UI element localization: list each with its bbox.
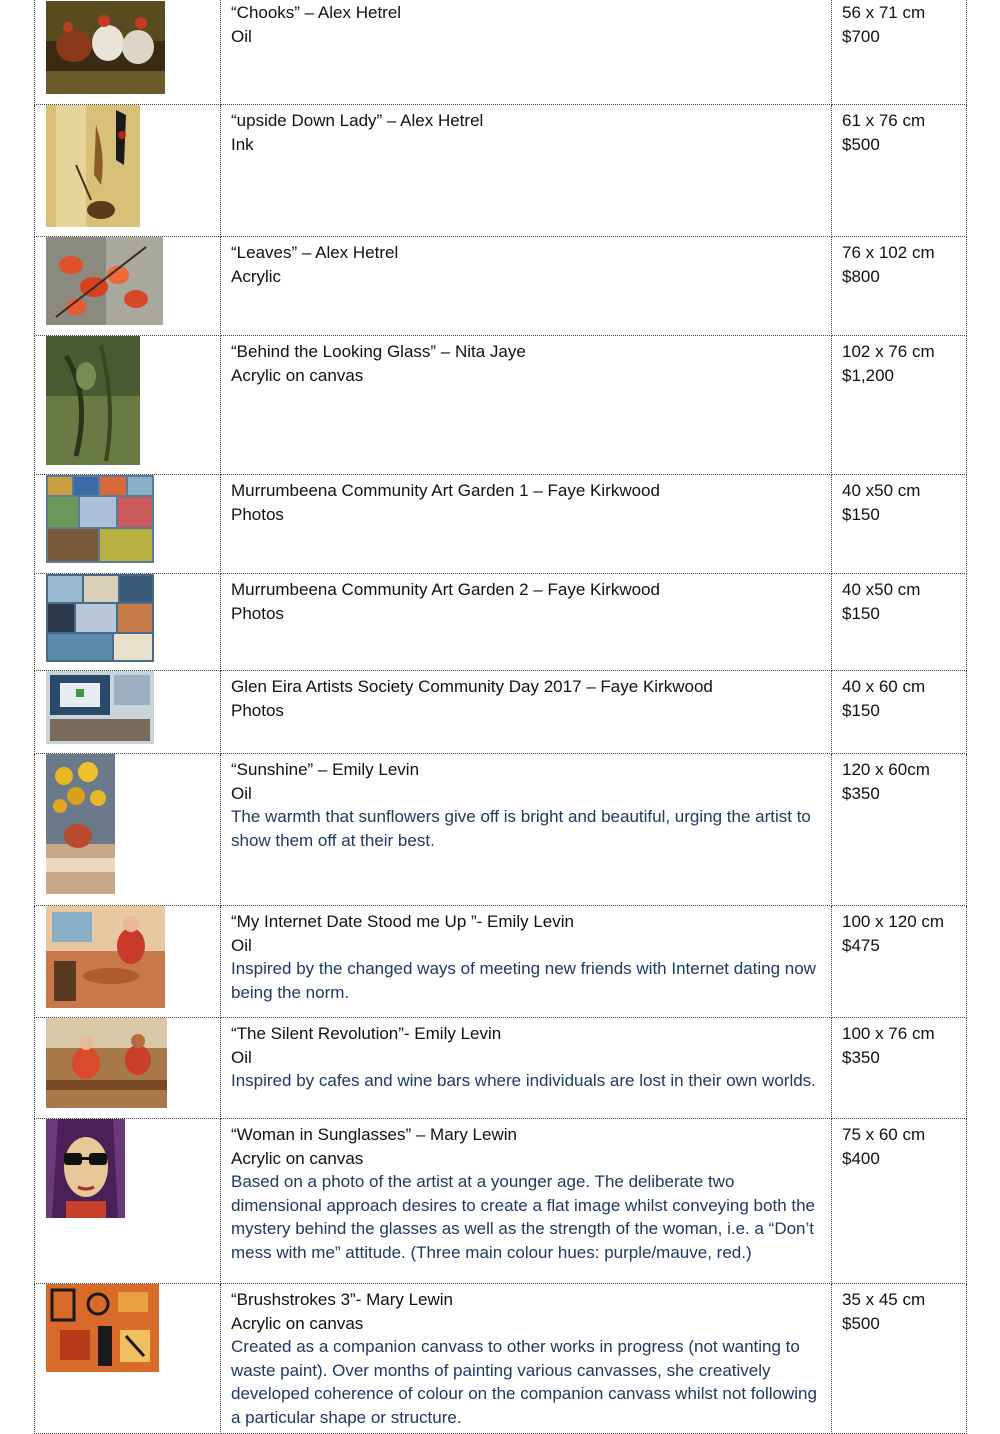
artwork-size: 35 x 45 cm [842,1290,926,1309]
artwork-thumbnail-art-garden-2 [46,574,220,662]
size-price-cell [832,0,967,105]
artwork-price: $500 [842,134,880,154]
artwork-medium: Photos [231,603,284,623]
artwork-price: $500 [842,1313,880,1333]
description-cell [221,906,832,1018]
table-row [35,237,967,336]
artwork-title: “Woman in Sunglasses” – Mary Lewin [231,1125,517,1144]
artwork-size: 75 x 60 cm [842,1125,926,1144]
artwork-medium: Oil [231,26,252,46]
artwork-price: $150 [842,504,880,524]
size-price-cell [832,105,967,237]
description-cell [221,237,832,336]
artwork-title: “Chooks” – Alex Hetrel [231,3,402,22]
artwork-size: 40 x50 cm [842,481,921,500]
artwork-size: 120 x 60cm [842,760,930,779]
artwork-price: $350 [842,783,880,803]
artwork-price: $475 [842,935,880,955]
artwork-thumbnail-upside-down-lady [46,105,220,227]
artwork-medium: Photos [231,504,284,524]
size-price-cell [832,1018,967,1119]
table-row [35,105,967,237]
artwork-price: $1,200 [842,365,894,385]
thumbnail-cell [35,754,221,906]
artwork-size: 40 x 60 cm [842,677,926,696]
artwork-thumbnail-brushstrokes-3 [46,1284,220,1372]
artwork-size: 40 x50 cm [842,580,921,599]
artwork-medium: Photos [231,700,284,720]
artwork-description: Created as a companion canvass to other works in progress (not wanting to waste paint). Over months of painting various canvasses, she creatively developed coherence of colour on the companion canvass whilst not following a particular shape or structure. [231,1337,817,1427]
artwork-title: “Brushstrokes 3”- Mary Lewin [231,1290,454,1309]
artwork-medium: Acrylic [231,266,282,286]
artwork-medium: Acrylic on canvas [231,365,364,385]
artwork-title: “Sunshine” – Emily Levin [231,760,420,779]
artwork-price: $350 [842,1047,880,1067]
thumbnail-cell [35,475,221,574]
thumbnail-cell [35,105,221,237]
artwork-table [34,0,967,1434]
artwork-thumbnail-art-garden-1 [46,475,220,563]
thumbnail-cell [35,1119,221,1284]
size-price-cell [832,475,967,574]
artwork-thumbnail-leaves [46,237,220,325]
table-row [35,1119,967,1284]
artwork-price: $150 [842,700,880,720]
thumbnail-cell [35,574,221,671]
artwork-price: $150 [842,603,880,623]
thumbnail-cell [35,336,221,475]
description-cell [221,105,832,237]
artwork-description: The warmth that sunflowers give off is bright and beautiful, urging the artist to show them off at their best. [231,807,811,850]
artwork-size: 76 x 102 cm [842,243,935,262]
artwork-medium: Acrylic on canvas [231,1148,364,1168]
thumbnail-cell [35,671,221,754]
artwork-title: “My Internet Date Stood me Up ”- Emily Levin [231,912,574,931]
table-row [35,574,967,671]
thumbnail-cell [35,906,221,1018]
table-row [35,336,967,475]
description-cell [221,0,832,105]
artwork-title: “Behind the Looking Glass” – Nita Jaye [231,342,526,361]
table-row [35,671,967,754]
artwork-description: Inspired by the changed ways of meeting new friends with Internet dating now being the norm. [231,959,816,1002]
artwork-title: “upside Down Lady” – Alex Hetrel [231,111,484,130]
artwork-thumbnail-looking-glass [46,336,220,465]
table-row [35,0,967,105]
artwork-size: 61 x 76 cm [842,111,926,130]
table-row [35,1018,967,1119]
thumbnail-cell [35,0,221,105]
thumbnail-cell [35,237,221,336]
artwork-price: $400 [842,1148,880,1168]
artwork-price: $700 [842,26,880,46]
artwork-size: 102 x 76 cm [842,342,935,361]
size-price-cell [832,574,967,671]
size-price-cell [832,336,967,475]
artwork-medium: Ink [231,134,254,154]
artwork-title: Glen Eira Artists Society Community Day 2017 – Faye Kirkwood [231,677,713,696]
artwork-title: Murrumbeena Community Art Garden 2 – Faye Kirkwood [231,580,660,599]
table-row [35,475,967,574]
description-cell [221,1284,832,1434]
size-price-cell [832,671,967,754]
artwork-size: 100 x 120 cm [842,912,945,931]
artwork-thumbnail-internet-date [46,906,220,1008]
size-price-cell [832,237,967,336]
description-cell [221,1018,832,1119]
artwork-thumbnail-glen-eira [46,671,220,744]
description-cell [221,671,832,754]
description-cell [221,336,832,475]
table-row [35,906,967,1018]
size-price-cell [832,1119,967,1284]
artwork-title: “The Silent Revolution”- Emily Levin [231,1024,502,1043]
artwork-description: Inspired by cafes and wine bars where individuals are lost in their own worlds. [231,1071,816,1090]
size-price-cell [832,754,967,906]
description-cell [221,754,832,906]
table-row [35,754,967,906]
artwork-medium: Oil [231,935,252,955]
artwork-size: 100 x 76 cm [842,1024,935,1043]
thumbnail-cell [35,1018,221,1119]
table-row [35,1284,967,1434]
artwork-title: “Leaves” – Alex Hetrel [231,243,399,262]
artwork-thumbnail-sunshine [46,754,220,894]
artwork-price: $800 [842,266,880,286]
description-cell [221,1119,832,1284]
artwork-thumbnail-silent-revolution [46,1018,220,1108]
artwork-medium: Oil [231,783,252,803]
artwork-thumbnail-chooks [46,1,220,94]
artwork-medium: Oil [231,1047,252,1067]
thumbnail-cell [35,1284,221,1434]
artwork-thumbnail-woman-in-sunglasses [46,1119,220,1218]
size-price-cell [832,1284,967,1434]
artwork-size: 56 x 71 cm [842,3,926,22]
description-cell [221,475,832,574]
artwork-description: Based on a photo of the artist at a younger age. The deliberate two dimensional approach desires to create a flat image whilst conveying both the mystery behind the glasses as well as the strength of the woman, i.e. a “Don’t mess with me” attitude. (Three main colour hues: purple/mauve, red.) [231,1172,816,1262]
size-price-cell [832,906,967,1018]
artwork-title: Murrumbeena Community Art Garden 1 – Faye Kirkwood [231,481,660,500]
artwork-medium: Acrylic on canvas [231,1313,364,1333]
description-cell [221,574,832,671]
